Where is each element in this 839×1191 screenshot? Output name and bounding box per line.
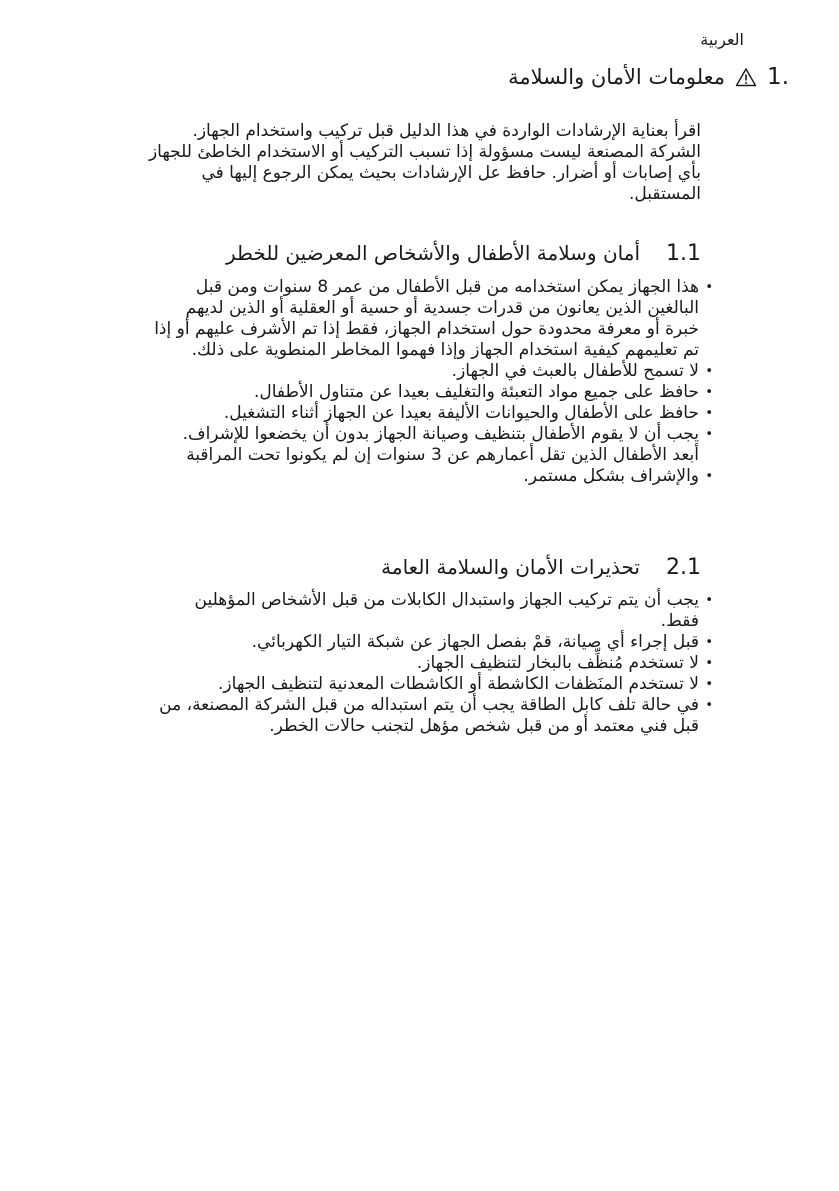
section-2-1-title: تحذيرات الأمان والسلامة العامة — [381, 555, 640, 579]
list-item-line: • حافظ على جميع مواد التعبئة والتغليف بعيدا عن متناول الأطفال. — [253, 382, 699, 402]
list-item-line: • في حالة تلف كابل الطاقة يجب أن يتم استبداله من قبل الشركة المصنعة، من — [159, 695, 699, 715]
list-item-line: قبل فني معتمد أو من قبل شخص مؤهل لتجنب حالات الخطر. — [269, 716, 699, 736]
list-item-line: خبرة أو معرفة محدودة حول استخدام الجهاز، فقط إذا تم الأشرف عليهم أو إذا — [154, 319, 699, 339]
list-item — [29, 382, 709, 403]
list-item-line: تم تعليمهم كيفية استخدام الجهاز وإذا فهموا المخاطر المنطوية على ذلك. — [191, 340, 699, 360]
section-1-1-number: 1.1 — [666, 241, 701, 266]
list-item-line: • لا تستخدم مُنظِّف بالبخار لتنظيف الجهاز. — [416, 653, 699, 673]
list-item — [29, 466, 709, 487]
section-1-1-list — [29, 277, 709, 487]
list-item — [19, 653, 709, 674]
section-1-1-heading — [226, 241, 701, 266]
intro-line: الشركة المصنعة ليست مسؤولة إذا تسبب التركيب أو الاستخدام الخاطئ للجهاز — [148, 142, 701, 162]
section-1-1-title: أمان وسلامة الأطفال والأشخاص المعرضين للخطر — [225, 241, 640, 265]
list-item-line: • يجب أن يتم تركيب الجهاز واستبدال الكابلات من قبل الأشخاص المؤهلين — [194, 590, 699, 610]
section-2-1-number: 2.1 — [666, 555, 701, 580]
section-2-1-list — [19, 590, 709, 737]
list-item — [29, 424, 709, 466]
list-item-line: • والإشراف بشكل مستمر. — [523, 466, 699, 486]
list-item — [29, 403, 709, 424]
intro-line: بأي إصابات أو أضرار. حافظ عل الإرشادات بحيث يمكن الرجوع إليها في — [201, 163, 701, 183]
list-item-line: • لا تسمح للأطفال بالعبث في الجهاز. — [451, 361, 699, 381]
list-item — [19, 590, 709, 632]
list-item-line: • حافظ على الأطفال والحيوانات الأليفة بعيدا عن الجهاز أثناء التشغيل. — [223, 403, 699, 423]
intro-paragraph — [41, 121, 701, 205]
list-item-line: فقط. — [660, 611, 699, 631]
list-item-line: البالغين الذين يعانون من قدرات جسدية أو حسية أو العقلية أو الذين لديهم — [185, 298, 699, 318]
language-label: العربية — [700, 30, 744, 49]
list-item — [19, 632, 709, 653]
list-item-line: • قبل إجراء أي صيانة، قمْ بفصل الجهاز عن شبكة التيار الكهربائي. — [251, 632, 699, 652]
list-item-line: • يجب أن لا يقوم الأطفال بتنظيف وصيانة الجهاز بدون أن يخضعوا للإشراف. — [182, 424, 699, 444]
section-2-1-heading — [381, 555, 701, 580]
section-1-number: .1 — [767, 64, 789, 90]
list-item-line: • لا تستخدم المنَظفات الكاشطة أو الكاشطات المعدنية لتنظيف الجهاز. — [218, 674, 699, 694]
section-1-title: معلومات الأمان والسلامة — [508, 65, 726, 89]
list-item — [19, 674, 709, 695]
list-item — [29, 361, 709, 382]
warning-triangle-icon — [735, 67, 757, 87]
list-item-line: • هذا الجهاز يمكن استخدامه من قبل الأطفال من عمر 8 سنوات ومن قبل — [195, 277, 699, 297]
intro-line: المستقبل. — [628, 184, 701, 204]
list-item — [19, 695, 709, 737]
list-item — [29, 277, 709, 361]
list-item-line: أبعد الأطفال الذين تقل أعمارهم عن 3 سنوات إن لم يكونوا تحت المراقبة — [186, 445, 699, 465]
intro-line: اقرأ بعناية الإرشادات الواردة في هذا الدليل قبل تركيب واستخدام الجهاز. — [192, 121, 701, 141]
section-1-heading — [508, 64, 789, 90]
